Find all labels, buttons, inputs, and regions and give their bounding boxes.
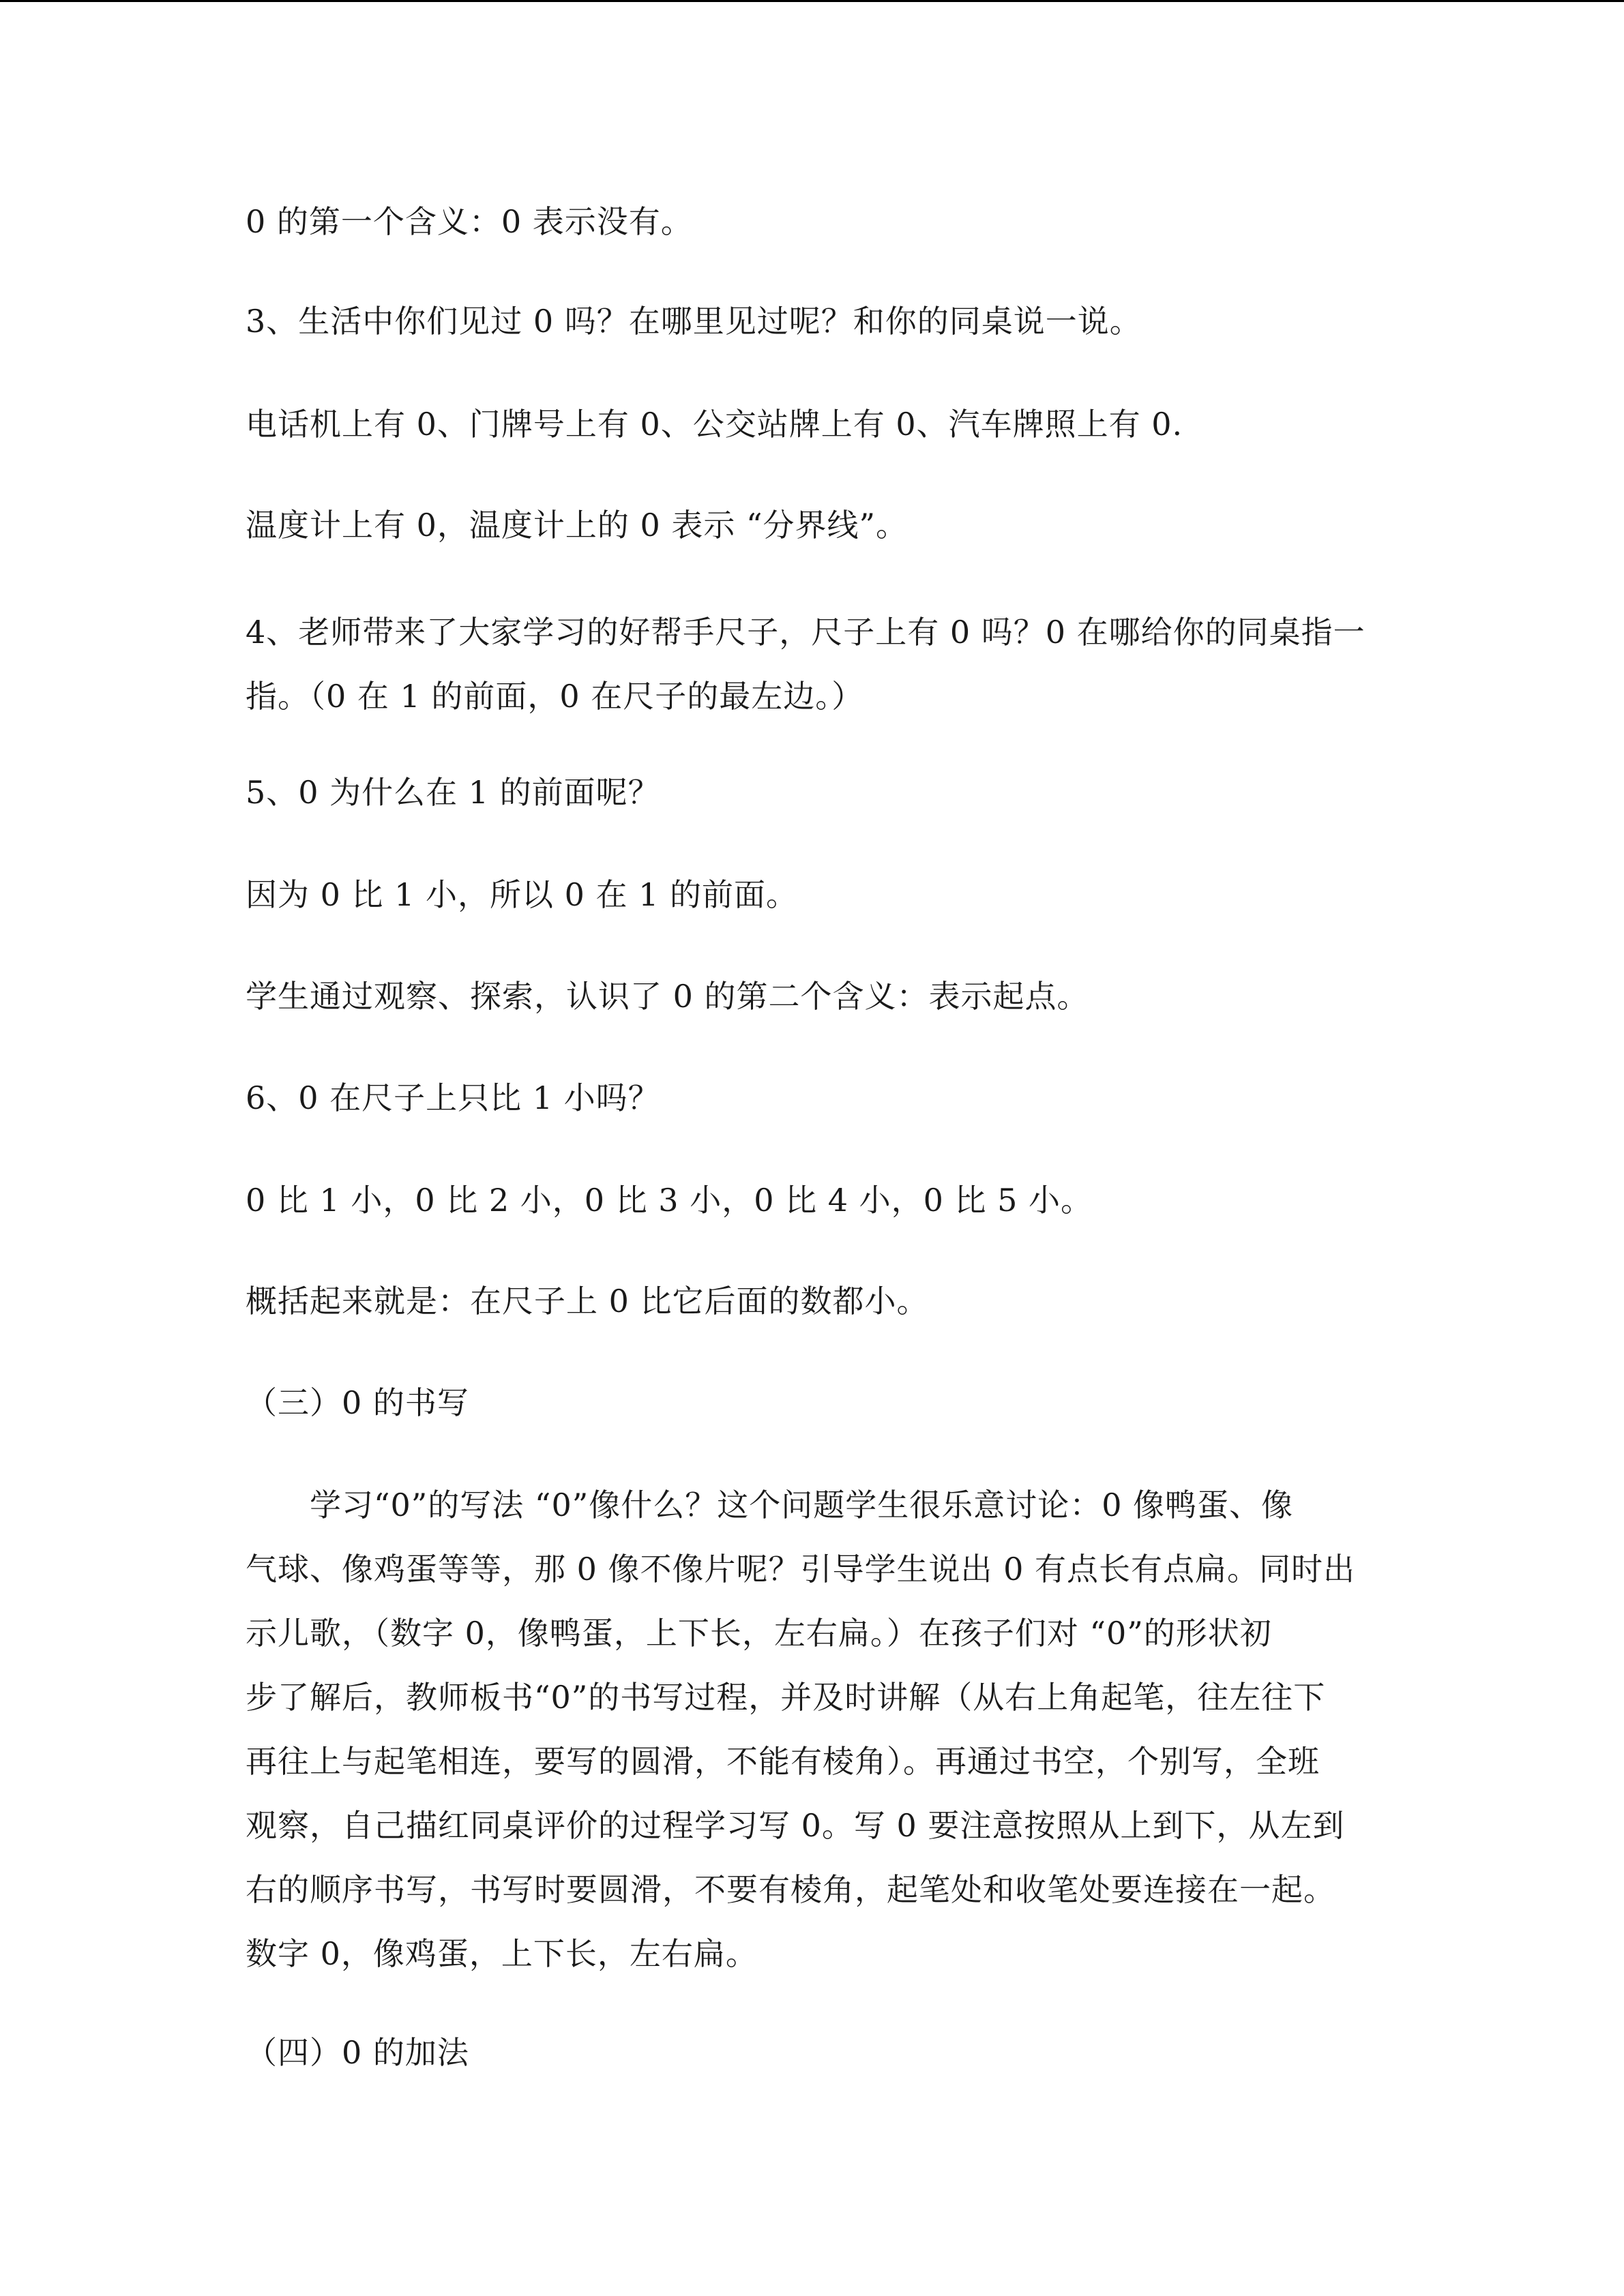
text-line-meaning-two: 学生通过观察、探索，认识了 0 的第二个含义：表示起点。 [246,978,1089,1015]
text-line-summary: 概括起来就是：在尺子上 0 比它后面的数都小。 [246,1283,929,1320]
paragraph-ruler-question [246,600,1378,728]
section-heading-writing: （三）0 的书写 [246,1384,469,1421]
paragraph-line: 示儿歌，（数字 0，像鸭蛋，上下长，左右扁。）在孩子们对 “0”的形状初 [246,1615,1272,1652]
text-line-question-3: 3、生活中你们见过 0 吗？在哪里见过呢？和你的同桌说一说。 [246,303,1142,340]
text-line-examples: 电话机上有 0、门牌号上有 0、公交站牌上有 0、汽车牌照上有 0. [246,406,1183,443]
paragraph-line: 观察，自己描红同桌评价的过程学习写 0。写 0 要注意按照从上到下，从左到 [246,1807,1345,1844]
paragraph-line: 4、老师带来了大家学习的好帮手尺子，尺子上有 0 吗？0 在哪给你的同桌指一 [246,614,1365,651]
paragraph-line: 数字 0，像鸡蛋，上下长，左右扁。 [246,1935,758,1972]
paragraph-line: 步了解后，教师板书“0”的书写过程，并及时讲解（从右上角起笔，往左往下 [246,1679,1326,1716]
paragraph-writing [246,1473,1378,1986]
paragraph-line: 指。（0 在 1 的前面，0 在尺子的最左边。） [246,678,864,715]
text-line-question-6: 6、0 在尺子上只比 1 小吗？ [246,1079,660,1116]
paragraph-line: 右的顺序书写，书写时要圆滑，不要有棱角，起笔处和收笔处要连接在一起。 [246,1871,1335,1908]
paragraph-line: 再往上与起笔相连，要写的圆滑，不能有棱角）。再通过书空，个别写，全班 [246,1743,1320,1780]
text-line-thermometer: 温度计上有 0，温度计上的 0 表示 “分界线”。 [246,507,909,543]
text-line-meaning-one: 0 的第一个含义：0 表示没有。 [246,203,693,240]
section-heading-addition: （四）0 的加法 [246,2034,469,2071]
text-line-question-5: 5、0 为什么在 1 的前面呢？ [246,774,660,811]
paragraph-line: 学习“0”的写法 “0”像什么？这个问题学生很乐意讨论：0 像鸭蛋、像 [246,1487,1294,1523]
text-line-comparisons: 0 比 1 小，0 比 2 小，0 比 3 小，0 比 4 小，0 比 5 小。 [246,1182,1093,1219]
paragraph-line: 气球、像鸡蛋等等，那 0 像不像片呢？引导学生说出 0 有点长有点扁。同时出 [246,1551,1356,1587]
text-line-answer-5: 因为 0 比 1 小，所以 0 在 1 的前面。 [246,876,799,913]
page-top-border [0,0,1624,2]
